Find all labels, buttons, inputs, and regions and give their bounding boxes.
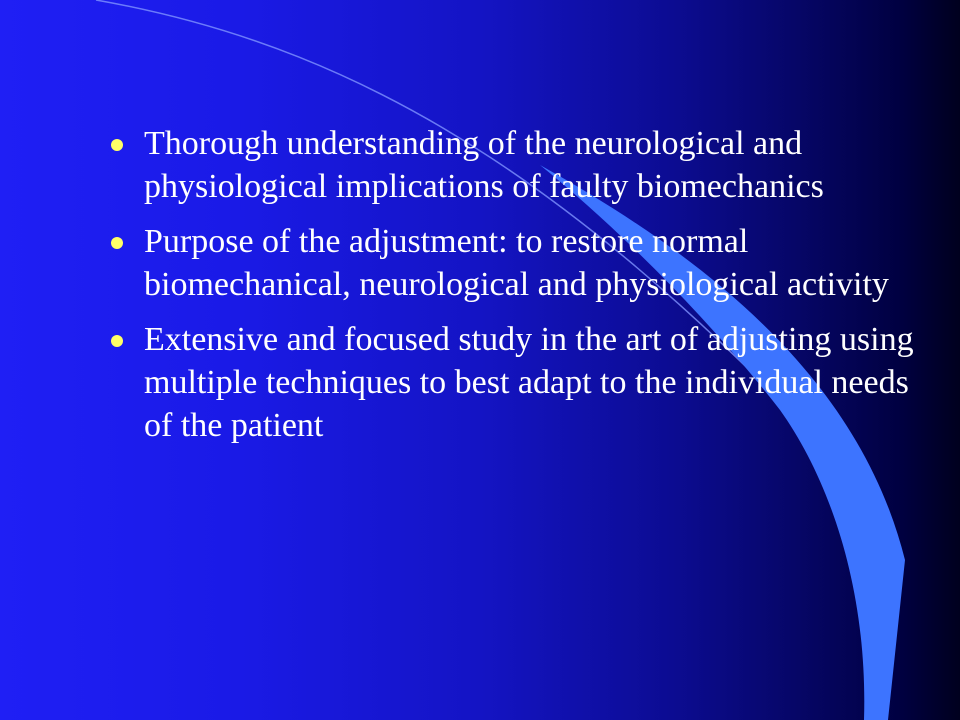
bullet-item	[108, 318, 928, 447]
bullet-dot-icon	[111, 335, 123, 347]
bullet-item	[108, 122, 928, 208]
bullet-text: Extensive and focused study in the art of adjusting using multiple techniques to best adapt to the individual needs of the patient	[144, 321, 914, 444]
bullet-list	[108, 122, 928, 459]
bullet-dot-icon	[111, 237, 123, 249]
bullet-text: Purpose of the adjustment: to restore normal biomechanical, neurological and physiological activity	[144, 223, 889, 303]
bullet-item	[108, 220, 928, 306]
bullet-dot-icon	[111, 139, 123, 151]
bullet-text: Thorough understanding of the neurological and physiological implications of faulty biomechanics	[144, 125, 824, 205]
